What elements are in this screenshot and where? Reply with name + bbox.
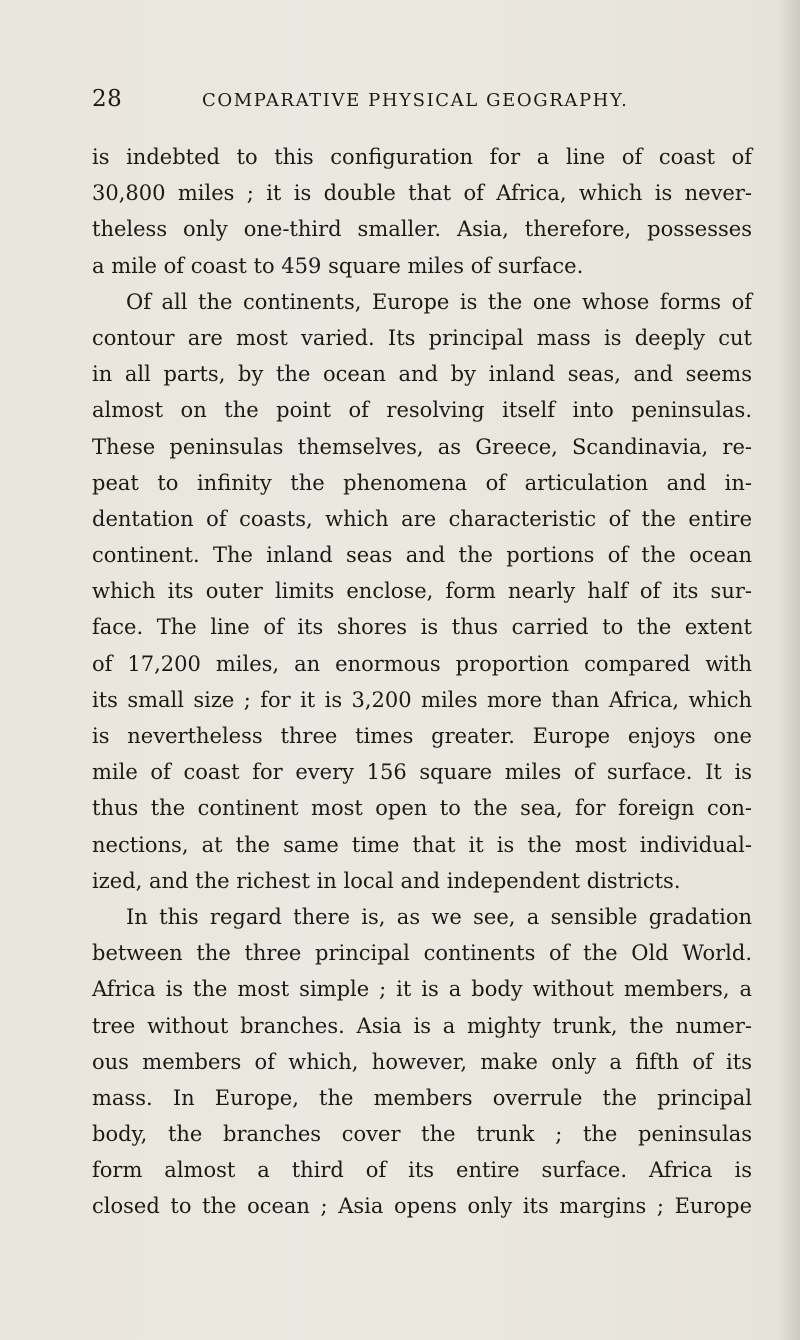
text-line: ized, and the richest in local and independent districts. <box>92 868 681 893</box>
text-line: in all parts, by the ocean and by inland seas, and seems <box>92 362 752 387</box>
text-line: peat to infinity the phenomena of articulation and in- <box>92 470 752 495</box>
text-line: theless only one-third smaller. Asia, therefore, possesses <box>92 217 752 242</box>
text-line: closed to the ocean ; Asia opens only its margins ; Europe <box>92 1194 752 1219</box>
text-line: contour are most varied. Its principal mass is deeply cut <box>92 325 752 350</box>
text-line: These peninsulas themselves, as Greece, Scandinavia, re- <box>92 434 752 459</box>
text-line: body, the branches cover the trunk ; the peninsulas <box>92 1122 752 1147</box>
paragraph-start-line: Of all the continents, Europe is the one whose forms of <box>126 289 752 314</box>
text-line: mile of coast for every 156 square miles of surface. It is <box>92 760 752 785</box>
text-line: Africa is the most simple ; it is a body without members, a <box>92 977 752 1002</box>
text-line: mass. In Europe, the members overrule the principal <box>92 1085 752 1110</box>
page-edge-shadow <box>778 0 800 1340</box>
page-number: 28 <box>92 86 123 112</box>
text-line: thus the continent most open to the sea, for foreign con- <box>92 796 752 821</box>
text-line: continent. The inland seas and the portions of the ocean <box>92 543 752 568</box>
page-header <box>92 86 752 116</box>
text-line: nections, at the same time that it is the most individual- <box>92 832 752 857</box>
running-head: COMPARATIVE PHYSICAL GEOGRAPHY. <box>202 90 629 111</box>
body-text <box>92 139 752 1225</box>
text-line: face. The line of its shores is thus carried to the extent <box>92 615 752 640</box>
text-line: is indebted to this configuration for a line of coast of <box>92 145 752 169</box>
text-line: form almost a third of its entire surface. Africa is <box>92 1158 752 1183</box>
text-line: ous members of which, however, make only a fifth of its <box>92 1049 752 1074</box>
text-line: almost on the point of resolving itself into peninsulas. <box>92 398 752 423</box>
text-line: its small size ; for it is 3,200 miles more than Africa, which <box>92 687 752 712</box>
text-line: 30,800 miles ; it is double that of Africa, which is never- <box>92 181 752 206</box>
text-line: tree without branches. Asia is a mighty trunk, the numer- <box>92 1013 752 1038</box>
paragraph-start-line: In this regard there is, as we see, a sensible gradation <box>126 904 752 929</box>
text-line: between the three principal continents of the Old World. <box>92 941 752 966</box>
text-line: of 17,200 miles, an enormous proportion compared with <box>92 651 752 676</box>
text-line: which its outer limits enclose, form nearly half of its sur- <box>92 579 752 604</box>
text-line: a mile of coast to 459 square miles of surface. <box>92 253 584 278</box>
text-line: dentation of coasts, which are characteristic of the entire <box>92 506 752 531</box>
text-line: is nevertheless three times greater. Europe enjoys one <box>92 724 752 748</box>
